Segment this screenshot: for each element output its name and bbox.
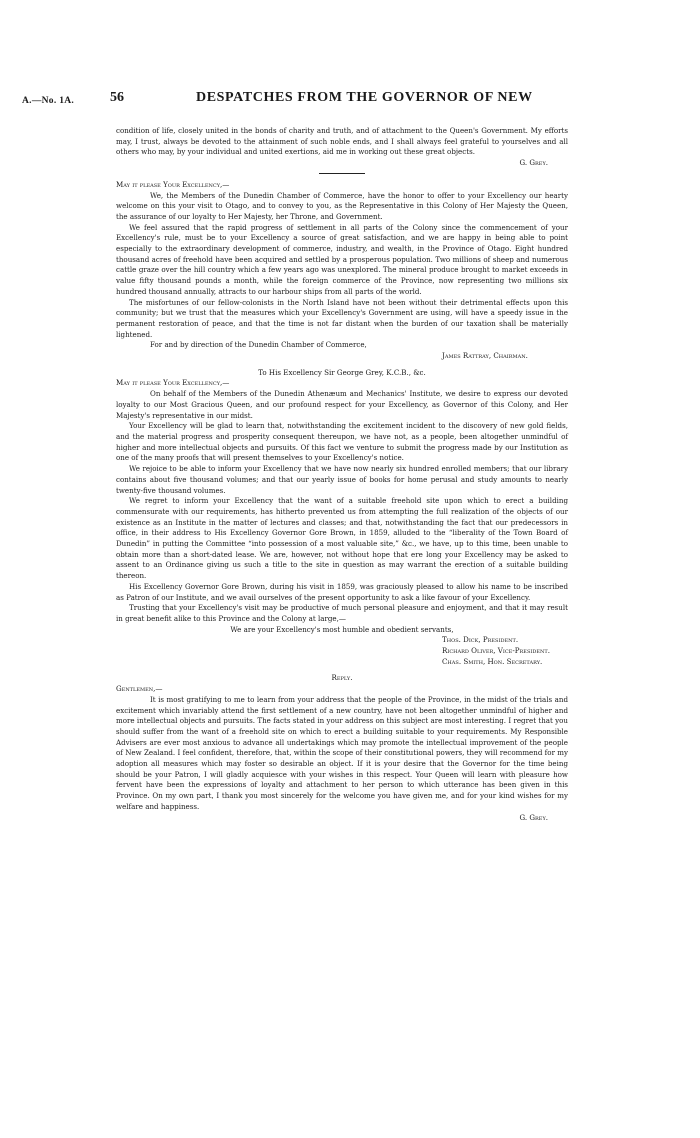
athenaeum-paragraph: We rejoice to be able to inform your Excellency that we have now nearly six hundred enrolled members; that our library contains about five thousand volumes; and that our yearly issue of books for home perusal and study amounts to nearly twenty-five thousand volumes. [116,464,568,495]
athenaeum-paragraph: We regret to inform your Excellency that the want of a suitable freehold site upon which to erect a building commensurate with our requirements, has hitherto prevented us from attempting the full realization of the objects of our existence as an Institute in the matter of lectures and classes; and that, notwithstanding the fact that our predecessors in office, in their address to His Excellency Governor Gore Brown, in 1859, alluded to the “liberality of the Town Board of Dunedin” in putting the Committee “into possession of a most valuable site,” &c., we have, up to this time, been unable to obtain more than a short-dated lease. We are, however, not without hope that ere long your Excellency may be asked to assent to an Ordinance giving us such a title to the site in question as may warrant the erection of a suitable building thereon. [116,496,568,581]
athenaeum-salutation: May it please Your Excellency,— [116,378,230,388]
reply-paragraph: It is most gratifying to me to learn from your address that the people of the Province, in the midst of the trials and excitement which invariably attend the first settlement of a new country, have not been altogether unmindful of higher and more intellectual objects and pursuits. The facts stated in your address on this subject are most interesting. I regret that you should suffer from the want of a freehold site on which to erect a building suitable to your requirements. My Responsible Advisers are ever most anxious to advance all undertakings which may promote the intellectual improvement of the people of New Zealand. I feel confident, therefore, that, within the scope of their constitutional powers, they will recommend for my adoption all measures which may foster so desirable an object. If it is your desire that the Governor for the time being should be your Patron, I will gladly acquiesce with your wishes in this respect. Your Queen will learn with pleasure how fervent have been the expressions of loyalty and attachment to her person to which utterance has been given in this Province. On my own part, I thank you most sincerely for the welcome you have given me, and for your kind wishes for my welfare and happiness. [116,694,568,811]
section-divider [319,173,365,174]
reply-heading: Reply. [331,673,353,683]
chamber-closing: For and by direction of the Dunedin Chamber of Commerce, [150,340,367,350]
page-header [0,90,700,118]
reply-salutation: Gentlemen,— [116,684,163,694]
intro-signature: G. Grey. [519,158,548,168]
signatory-secretary: Chas. Smith, Hon. Secretary. [442,656,543,666]
athenaeum-paragraph: On behalf of the Members of the Dunedin Athenæum and Mechanics' Institute, we desire to express our devoted loyalty to our Most Gracious Queen, and our profound respect for your Excellency, as Governor of this Colony, and Her Majesty's representative in our midst. [116,389,568,420]
running-title: DESPATCHES FROM THE GOVERNOR OF NEW [196,90,533,105]
athenaeum-closing: We are your Excellency's most humble and obedient servants, [230,624,454,634]
signatory-vice-president: Richard Oliver, Vice-President. [442,646,550,656]
athenaeum-paragraph: Trusting that your Excellency's visit may be productive of much personal pleasure and enjoyment, and that it may result in great benefit alike to this Province and the Colony at large,— [116,603,568,623]
chamber-paragraph: The misfortunes of our fellow-colonists in the North Island have not been without their detrimental effects upon this community; but we trust that the measures which your Excellency's Government are using, will have a speedy issue in the permanent restoration of peace, and that the time is not far distant when the burden of our taxation shall be materially lightened. [116,297,568,339]
chamber-paragraph: We feel assured that the rapid progress of settlement in all parts of the Colony since the commencement of your Excellency's rule, must be to your Excellency a source of great satisfaction, and we are happy in being able to point especially to the extraordinary development of commerce, industry, and wealth, in the Province of Otago. Eight hundred thousand acres of freehold have been acquired and settled by a prosperous population. Two millions of sheep and numerous cattle graze over the hill country which a few years ago was unexplored. The mineral produce brought to market exceeds in value fifty thousand pounds a month, while the foreign commerce of the Province, now representing two millions six hundred thousand annually, attracts to our harbour ships from all parts of the world. [116,222,568,296]
signatory-president: Thos. Dick, President. [442,635,519,645]
athenaeum-addressee: To His Excellency Sir George Grey, K.C.B., &c. [258,367,426,377]
chamber-salutation: May it please Your Excellency,— [116,179,230,189]
document-reference: A.—No. 1A. [22,96,75,106]
reply-signature: G. Grey. [519,812,548,822]
page-body [116,126,568,823]
page-number: 56 [110,90,124,105]
chamber-paragraph: We, the Members of the Dunedin Chamber of Commerce, have the honor to offer to your Excellency our hearty welcome on this your visit to Otago, and to convey to you, as the Representative in this Colony of Her Majesty the Queen, the assurance of our loyalty to Her Majesty, her Throne, and Government. [116,190,568,221]
chamber-signatory: James Rattray, Chairman. [442,351,528,361]
athenaeum-signatories [442,635,568,667]
athenaeum-paragraph: Your Excellency will be glad to learn that, notwithstanding the excitement incident to the discovery of new gold fields, and the material progress and prosperity consequent thereupon, we have not, as a people, been altogether unmindful of higher and more intellectual objects and pursuits. Of this fact we venture to submit the progress made by our Institution as one of the many proofs that will present themselves to your Excellency's notice. [116,421,568,463]
athenaeum-paragraph: His Excellency Governor Gore Brown, during his visit in 1859, was graciously pleased to allow his name to be inscribed as Patron of our Institute, and we avail ourselves of the present opportunity to ask a like favour of your Excellency. [116,581,568,602]
intro-paragraph: condition of life, closely united in the bonds of charity and truth, and of attachment to the Queen's Government. My efforts may, I trust, always be devoted to the attainment of such noble ends, and I shall always feel grateful to yourselves and all others who may, by your individual and united exertions, aid me in working out these great objects. [116,126,568,157]
